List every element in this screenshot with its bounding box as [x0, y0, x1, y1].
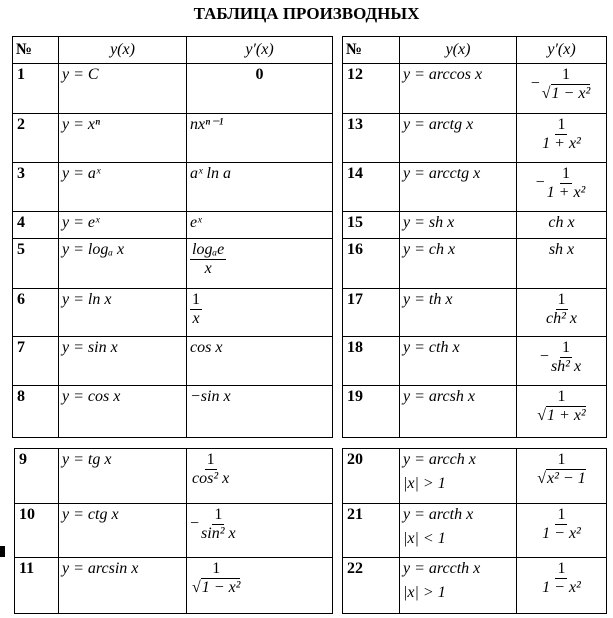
function-cell [400, 449, 517, 504]
fraction [540, 66, 592, 103]
numerator: logₐe [192, 241, 225, 258]
header-func: y(x) [59, 37, 187, 64]
function-cell: y = ln x [59, 289, 187, 337]
fraction [544, 291, 579, 328]
denominator: 1 + x² [542, 135, 581, 152]
row-number: 18 [343, 337, 400, 386]
table-row [13, 212, 607, 239]
radicand: 1 − x² [201, 579, 241, 596]
fraction [190, 560, 242, 597]
row-number: 10 [15, 504, 59, 558]
row-number: 22 [343, 558, 400, 614]
row-number: 11 [15, 558, 59, 614]
row-number: 21 [343, 504, 400, 558]
row-number: 19 [343, 386, 400, 438]
function-cell: y = arctg x [400, 114, 517, 163]
numerator: 1 [192, 291, 200, 308]
denominator: sh² x [550, 358, 582, 375]
header-func-2: y(x) [400, 37, 517, 64]
numerator: 1 [212, 560, 221, 577]
table-gap [333, 239, 343, 289]
fraction [540, 506, 583, 543]
function-cell: y = C [59, 64, 187, 114]
row-number: 12 [343, 64, 400, 114]
fraction [535, 388, 587, 425]
numerator: 1 [557, 560, 566, 577]
denominator: sin² x [201, 525, 236, 542]
row-number: 8 [13, 386, 59, 438]
page-title: ТАБЛИЦА ПРОИЗВОДНЫХ [193, 4, 420, 23]
derivative-cell: 0 [187, 64, 333, 114]
denominator: 1 − x² [542, 579, 581, 596]
function-cell [400, 504, 517, 558]
derivative-cell [517, 289, 607, 337]
domain-condition: |x| > 1 [403, 475, 446, 492]
numerator: 1 [557, 388, 566, 405]
fraction [190, 451, 231, 488]
function-cell: y = aˣ [59, 163, 187, 212]
numerator: 1 [562, 165, 570, 182]
row-number: 1 [13, 64, 59, 114]
function-cell: y = arcsin x [59, 558, 187, 614]
table-gap [333, 64, 343, 114]
fraction [549, 339, 583, 376]
function-cell [400, 558, 517, 614]
function-cell: y = tg x [59, 449, 187, 504]
numerator: 1 [557, 291, 566, 308]
row-number: 16 [343, 239, 400, 289]
function-cell: y = cos x [59, 386, 187, 438]
derivative-cell [187, 239, 333, 289]
header-deriv-2: y′(x) [517, 37, 607, 64]
fraction [535, 451, 587, 488]
derivative-cell [187, 558, 333, 614]
fraction [540, 560, 583, 597]
table-gap [333, 114, 343, 163]
denominator: x [192, 310, 200, 327]
function-cell: y = ch x [400, 239, 517, 289]
function-cell: y = xⁿ [59, 114, 187, 163]
numerator: 1 [557, 506, 566, 523]
row-number: 15 [343, 212, 400, 239]
numerator: 1 [562, 66, 570, 83]
derivative-cell [517, 504, 607, 558]
function-text: y = arcch x [403, 451, 476, 468]
denominator: √1 + x² [537, 407, 586, 424]
row-number: 14 [343, 163, 400, 212]
denominator: √1 − x² [541, 85, 591, 102]
derivative-cell [517, 337, 607, 386]
table-gap [333, 449, 343, 504]
denominator: x [204, 260, 212, 277]
derivative-cell: nxⁿ⁻¹ [187, 114, 333, 163]
table-row [13, 64, 607, 114]
derivative-cell [517, 558, 607, 614]
derivative-cell [517, 163, 607, 212]
denominator: √x² − 1 [537, 470, 586, 487]
denominator: √1 − x² [192, 579, 241, 596]
fraction [540, 116, 583, 153]
function-cell: y = arcctg x [400, 163, 517, 212]
table-row [13, 386, 607, 438]
row-number: 5 [13, 239, 59, 289]
table-row [15, 449, 607, 504]
table-gap [333, 163, 343, 212]
minus-sign: − [190, 515, 200, 533]
function-cell: y = ctg x [59, 504, 187, 558]
numerator: 1 [557, 451, 566, 468]
row-number: 7 [13, 337, 59, 386]
derivative-cell [187, 504, 333, 558]
row-number: 2 [13, 114, 59, 163]
row-number: 9 [15, 449, 59, 504]
function-cell: y = sin x [59, 337, 187, 386]
row-number: 17 [343, 289, 400, 337]
table-row [15, 558, 607, 614]
table-row [13, 163, 607, 212]
table-row [13, 337, 607, 386]
derivative-cell [517, 114, 607, 163]
derivative-cell: eˣ [187, 212, 333, 239]
derivative-cell [187, 289, 333, 337]
denominator: 1 − x² [542, 525, 581, 542]
derivative-cell: aˣ ln a [187, 163, 333, 212]
row-number: 4 [13, 212, 59, 239]
derivative-cell: cos x [187, 337, 333, 386]
header-num: № [13, 37, 59, 64]
table-row [13, 289, 607, 337]
table-gap [333, 504, 343, 558]
derivative-cell: −sin x [187, 386, 333, 438]
table-row [13, 114, 607, 163]
table-row [15, 504, 607, 558]
minus-sign: − [539, 348, 549, 366]
header-num-2: № [343, 37, 400, 64]
fraction [545, 165, 588, 202]
derivative-cell [517, 449, 607, 504]
minus-sign: − [535, 174, 545, 192]
function-text: y = arcth x [403, 506, 474, 523]
derivative-cell: sh x [517, 239, 607, 289]
margin-marker [0, 546, 5, 557]
table-gap [333, 337, 343, 386]
denominator: 1 + x² [546, 184, 586, 201]
fraction [199, 506, 238, 543]
header-deriv: y′(x) [187, 37, 333, 64]
table-gap [333, 558, 343, 614]
derivatives-table-bottom [14, 448, 607, 614]
numerator: 1 [206, 451, 215, 468]
table-gap [333, 37, 343, 64]
row-number: 3 [13, 163, 59, 212]
derivative-cell [187, 449, 333, 504]
numerator: 1 [562, 339, 571, 356]
row-number: 13 [343, 114, 400, 163]
function-cell: y = th x [400, 289, 517, 337]
function-cell: y = logₐ x [59, 239, 187, 289]
row-number: 20 [343, 449, 400, 504]
table-gap [333, 386, 343, 438]
derivatives-table-top [12, 36, 607, 438]
table-row [13, 239, 607, 289]
fraction [190, 291, 202, 328]
minus-sign: − [530, 75, 540, 93]
denominator: cos² x [192, 470, 230, 487]
fraction [190, 241, 226, 278]
derivative-cell [517, 386, 607, 438]
table-gap [333, 289, 343, 337]
function-text: y = arccth x [403, 560, 481, 577]
derivative-cell: ch x [517, 212, 607, 239]
function-cell: y = eˣ [59, 212, 187, 239]
table-gap [333, 212, 343, 239]
function-cell: y = sh x [400, 212, 517, 239]
radicand: x² − 1 [547, 470, 586, 487]
numerator: 1 [557, 116, 566, 133]
function-cell: y = arccos x [400, 64, 517, 114]
radicand: 1 − x² [551, 85, 591, 102]
row-number: 6 [13, 289, 59, 337]
function-cell: y = cth x [400, 337, 517, 386]
domain-condition: |x| > 1 [403, 584, 446, 601]
derivative-cell [517, 64, 607, 114]
denominator: ch² x [546, 310, 577, 327]
radicand: 1 + x² [547, 407, 586, 424]
domain-condition: |x| < 1 [403, 530, 446, 547]
header-row [13, 37, 607, 64]
numerator: 1 [214, 506, 223, 523]
function-cell: y = arcsh x [400, 386, 517, 438]
